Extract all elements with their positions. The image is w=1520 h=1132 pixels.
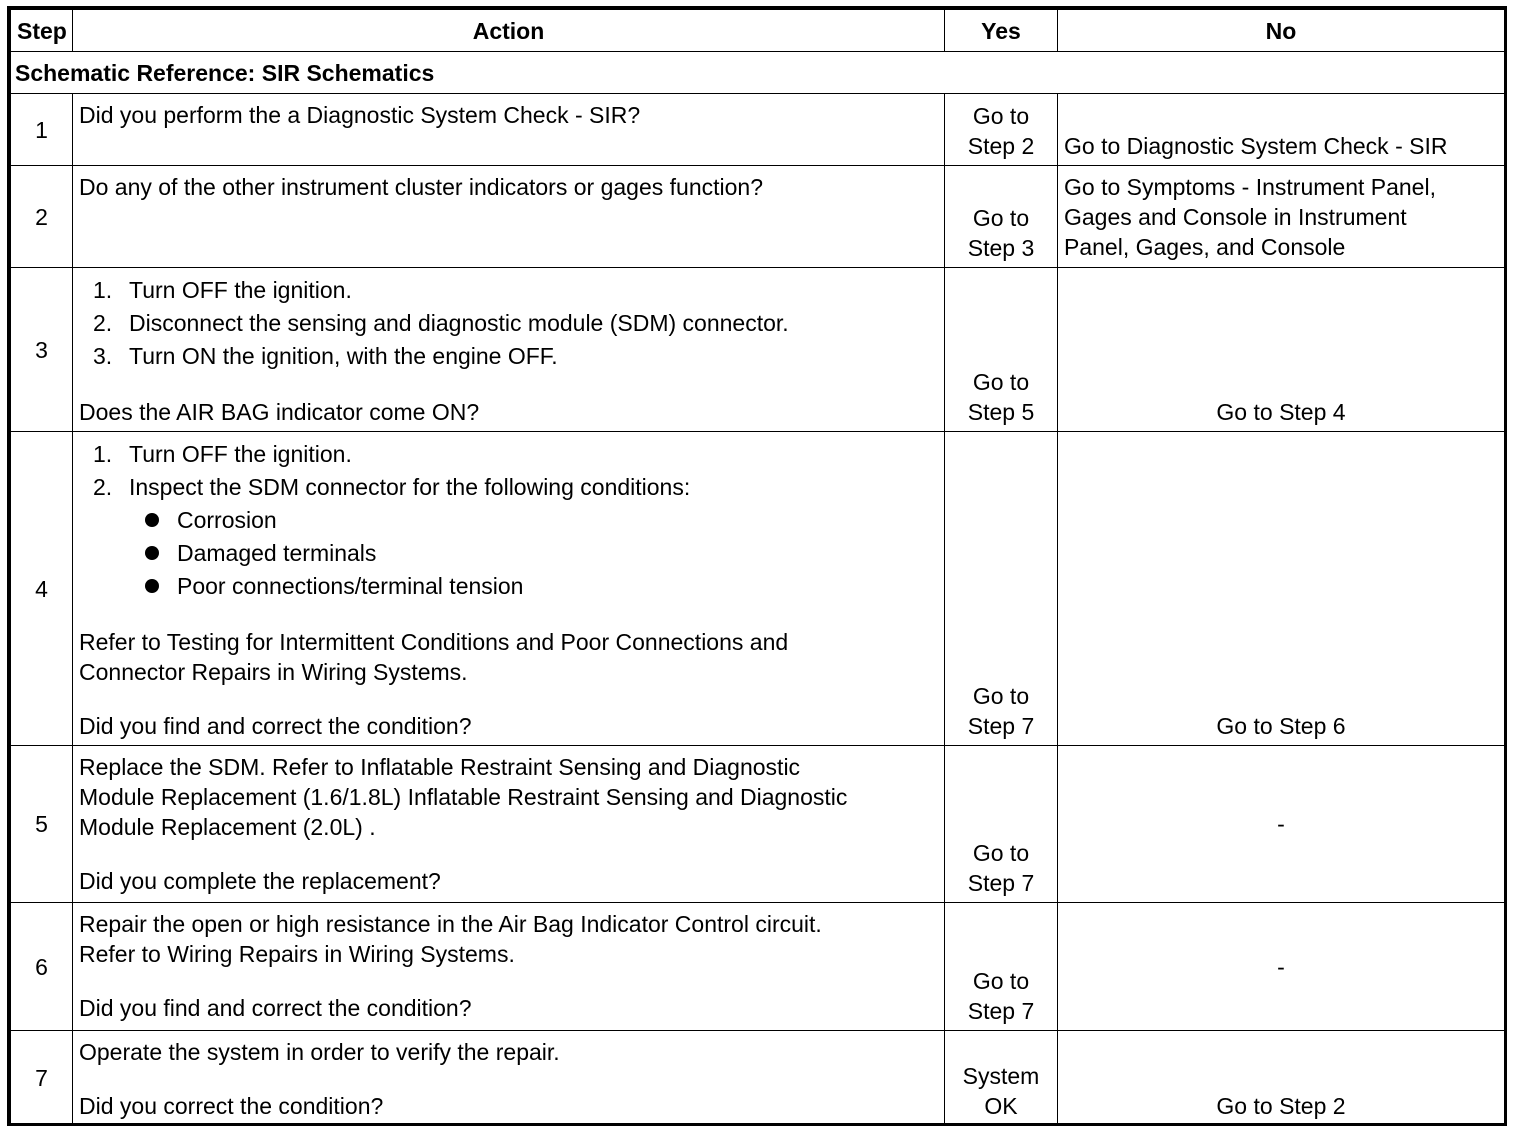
- yes-text: System: [962, 1063, 1040, 1089]
- yes-text: Step 2: [967, 133, 1035, 159]
- numbered-item-text: Inspect the SDM connector for the following conditions:: [129, 474, 691, 500]
- no-cell: [1058, 1031, 1505, 1126]
- action-question: Did you correct the condition?: [79, 1093, 384, 1119]
- yes-text: Step 7: [967, 998, 1035, 1024]
- action-question: Do any of the other instrument cluster indicators or gages function?: [79, 174, 763, 200]
- action-cell: [73, 166, 945, 268]
- action-question: Did you perform the a Diagnostic System Check - SIR?: [79, 102, 641, 128]
- action-question: Did you find and correct the condition?: [79, 713, 472, 739]
- numbered-item: 2. Inspect the SDM connector for the following conditions:: [93, 474, 691, 500]
- no-text: Go to Step 6: [1216, 713, 1346, 739]
- bullet-text: Damaged terminals: [177, 540, 377, 566]
- yes-text: Step 7: [967, 713, 1035, 739]
- no-cell: [1058, 94, 1505, 166]
- action-cell: [73, 94, 945, 166]
- yes-text: Go to: [972, 683, 1030, 709]
- yes-text: Step 5: [967, 399, 1035, 425]
- numbered-item-text: Turn ON the ignition, with the engine OFF.: [129, 343, 558, 369]
- yes-cell: [945, 746, 1058, 903]
- no-text: Go to Step 2: [1216, 1093, 1346, 1119]
- no-cell: [1058, 903, 1505, 1031]
- numbered-item: 2. Disconnect the sensing and diagnostic module (SDM) connector.: [93, 310, 789, 336]
- action-reference: Module Replacement (2.0L) .: [79, 814, 376, 840]
- no-text: -: [1277, 811, 1285, 837]
- header-action: Action: [73, 10, 945, 52]
- step-number: 1: [11, 94, 73, 166]
- step-number: 3: [11, 268, 73, 432]
- step-number: 2: [11, 166, 73, 268]
- action-reference: Refer to Wiring Repairs in Wiring Systems.: [79, 941, 515, 967]
- step-number: 6: [11, 903, 73, 1031]
- action-cell: [73, 1031, 945, 1126]
- action-question: Does the AIR BAG indicator come ON?: [79, 399, 480, 425]
- diagnostic-table: [10, 9, 1505, 1126]
- action-question: Did you find and correct the condition?: [79, 995, 472, 1021]
- no-text: Go to Symptoms - Instrument Panel,: [1064, 174, 1436, 200]
- yes-text: Go to: [972, 369, 1030, 395]
- no-cell: [1058, 268, 1505, 432]
- bullet-icon: [145, 579, 159, 593]
- action-question: Did you complete the replacement?: [79, 868, 441, 894]
- no-text: Go to Step 4: [1216, 399, 1346, 425]
- action-reference: Connector Repairs in Wiring Systems.: [79, 659, 468, 685]
- yes-cell: [945, 268, 1058, 432]
- action-reference: Replace the SDM. Refer to Inflatable Restraint Sensing and Diagnostic: [79, 754, 801, 780]
- no-text: Go to Diagnostic System Check - SIR: [1064, 133, 1448, 159]
- table-row: [11, 94, 1505, 166]
- action-cell: [73, 268, 945, 432]
- yes-cell: [945, 1031, 1058, 1126]
- yes-cell: [945, 166, 1058, 268]
- diagnostic-table-document: [7, 6, 1507, 1126]
- header-step: Step: [11, 10, 73, 52]
- action-cell: [73, 432, 945, 746]
- yes-text: Go to: [972, 968, 1030, 994]
- header-yes: Yes: [945, 10, 1058, 52]
- table-row: [11, 1031, 1505, 1126]
- bullet-icon: [145, 546, 159, 560]
- table-row: [11, 166, 1505, 268]
- yes-text: Go to: [972, 840, 1030, 866]
- yes-text: Go to: [972, 205, 1030, 231]
- schematic-reference-row: [11, 52, 1505, 94]
- action-reference: Repair the open or high resistance in the Air Bag Indicator Control circuit.: [79, 911, 822, 937]
- bullet-text: Poor connections/terminal tension: [177, 573, 524, 599]
- no-cell: [1058, 746, 1505, 903]
- action-cell: [73, 903, 945, 1031]
- yes-text: Go to: [972, 103, 1030, 129]
- numbered-item-text: Disconnect the sensing and diagnostic module (SDM) connector.: [129, 310, 789, 336]
- schematic-reference: Schematic Reference: SIR Schematics: [11, 52, 1505, 94]
- bullet-item: [79, 504, 938, 537]
- step-number: 4: [11, 432, 73, 746]
- header-row: [11, 10, 1505, 52]
- no-cell: [1058, 166, 1505, 268]
- yes-cell: [945, 432, 1058, 746]
- action-reference: Module Replacement (1.6/1.8L) Inflatable Restraint Sensing and Diagnostic: [79, 784, 848, 810]
- table-row: [11, 903, 1505, 1031]
- yes-text: Step 3: [967, 235, 1035, 261]
- numbered-item: 1. Turn OFF the ignition.: [93, 441, 352, 467]
- numbered-item: 3. Turn ON the ignition, with the engine OFF.: [93, 343, 558, 369]
- yes-text: OK: [984, 1093, 1018, 1119]
- table-row: [11, 268, 1505, 432]
- step-number: 7: [11, 1031, 73, 1126]
- step-number: 5: [11, 746, 73, 903]
- table-row: [11, 432, 1505, 746]
- numbered-item-text: Turn OFF the ignition.: [129, 277, 352, 303]
- numbered-item-text: Turn OFF the ignition.: [129, 441, 352, 467]
- action-reference: Operate the system in order to verify the repair.: [79, 1039, 560, 1065]
- header-no: No: [1058, 10, 1505, 52]
- numbered-item: 1. Turn OFF the ignition.: [93, 277, 352, 303]
- no-text: Gages and Console in Instrument: [1064, 204, 1407, 230]
- bullet-text: Corrosion: [177, 507, 277, 533]
- yes-text: Step 7: [967, 870, 1035, 896]
- bullet-item: [79, 537, 938, 570]
- action-cell: [73, 746, 945, 903]
- no-cell: [1058, 432, 1505, 746]
- bullet-icon: [145, 513, 159, 527]
- bullet-item: [79, 570, 938, 603]
- yes-cell: [945, 94, 1058, 166]
- no-text: -: [1277, 953, 1285, 980]
- action-reference: Refer to Testing for Intermittent Conditions and Poor Connections and: [79, 629, 789, 655]
- no-text: Panel, Gages, and Console: [1064, 234, 1346, 260]
- yes-cell: [945, 903, 1058, 1031]
- table-row: [11, 746, 1505, 903]
